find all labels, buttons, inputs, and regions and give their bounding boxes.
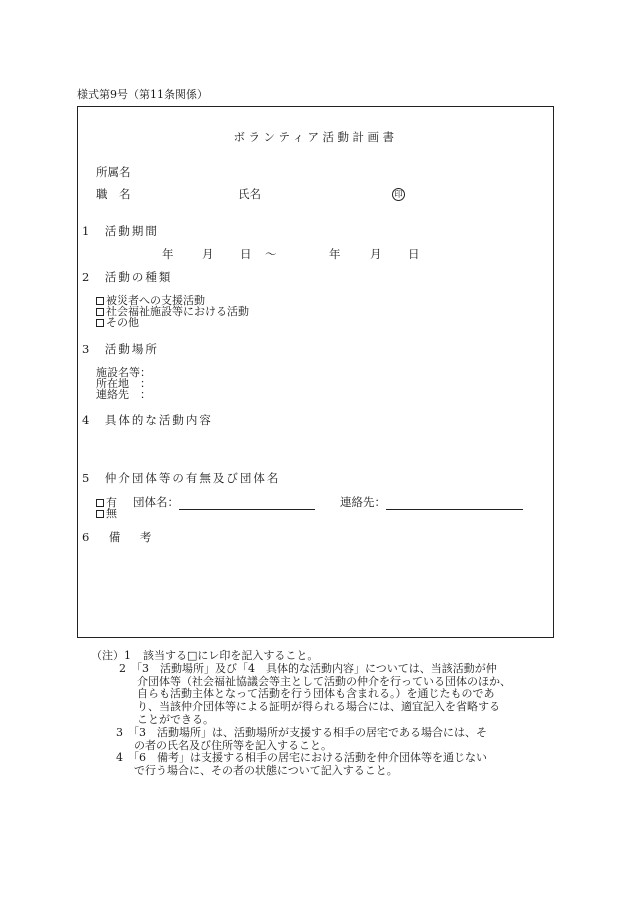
option-label: その他 [106,316,139,329]
note-line: 「3 活動場所」は、活動場所が支援する相手の居宅である場合には、そ [128,725,487,739]
affiliation-label: 所属名 [96,165,131,179]
note-line: 自らも活動主体となって活動を行う団体も含まれる。）を通じたものであ [137,687,495,701]
location-fields [96,367,151,400]
note-line: 「3 活動場所」及び「4 具体的な活動内容」については、当該活動が仲 [131,661,497,675]
note-line: ことができる。 [137,712,214,726]
section-activity-details: 4 具体的な活動内容 [82,413,213,427]
note-number: 1 [124,649,131,662]
start-day-label: 日 [240,247,252,261]
note-line: 介団体等（社会福祉協議会等主として活動の仲介を行っている団体のほか、 [137,674,511,688]
org-contact-field[interactable] [340,497,523,510]
org-name-line[interactable] [179,508,315,510]
note-line: 「6 備考」は支援する相手の居宅における活動を仲介団体等を通じない [128,751,487,765]
option-label: 被災者への支援活動 [106,294,205,307]
option-label: 有 [106,496,117,509]
org-name-label: 団体名： [133,495,179,509]
option-no[interactable] [96,508,117,519]
checkbox[interactable] [96,319,104,327]
checkbox[interactable] [96,499,104,507]
note-line: り、当該仲介団体等による証明が得られる場合には、適宜記入を省略する [137,700,500,714]
note-text: 該当する□にレ印を記入すること。 [143,649,319,662]
note-1 [91,650,511,663]
org-contact-line[interactable] [386,508,523,510]
section-activity-period: 1 活動期間 [82,224,159,238]
start-month-label: 月 [202,247,214,261]
note-line: の者の氏名及び住所等を記入すること。 [134,738,332,752]
seal-mark [392,188,405,201]
period-separator: 〜 [265,247,277,261]
org-contact-label: 連絡先： [340,495,386,509]
section-activity-location: 3 活動場所 [82,342,159,356]
section-intermediary: 5 仲介団体等の有無及び団体名 [82,471,281,485]
note-number: 4 [116,751,123,765]
note-4 [91,752,511,778]
note-line: で行う場合に、その者の状態について記入すること。 [134,764,398,778]
end-month-label: 月 [370,247,382,261]
form-box [77,106,554,638]
end-year-label: 年 [329,247,341,261]
activity-type-options [96,295,249,328]
option-label: 社会福祉施設等における活動 [106,305,249,318]
note-3 [91,727,511,753]
note-number: 2 [119,661,126,675]
org-name-field[interactable] [133,497,315,510]
section-remarks: 6 備 考 [82,530,156,544]
form-title: ボランティア活動計画書 [233,130,398,144]
seal-icon: 印 [392,188,405,201]
contact-label: 連絡先 ： [96,388,151,401]
checkbox[interactable] [96,308,104,316]
position-label: 職 名 [96,187,131,201]
name-label: 氏名 [238,187,261,201]
intermediary-options [96,497,117,519]
checkbox[interactable] [96,510,104,518]
facility-name-label: 施設名等： [96,366,151,379]
note-2 [91,663,511,727]
form-number: 様式第9号（第11条関係） [77,88,208,101]
start-year-label: 年 [162,247,174,261]
checkbox[interactable] [96,297,104,305]
section-activity-type: 2 活動の種類 [82,270,173,284]
address-label: 所在地 ： [96,377,151,390]
end-day-label: 日 [408,247,420,261]
option-label: 無 [106,507,117,520]
option-other[interactable] [96,317,249,328]
notes [91,650,511,778]
notes-prefix: （注） [91,649,124,662]
note-number: 3 [116,725,123,739]
